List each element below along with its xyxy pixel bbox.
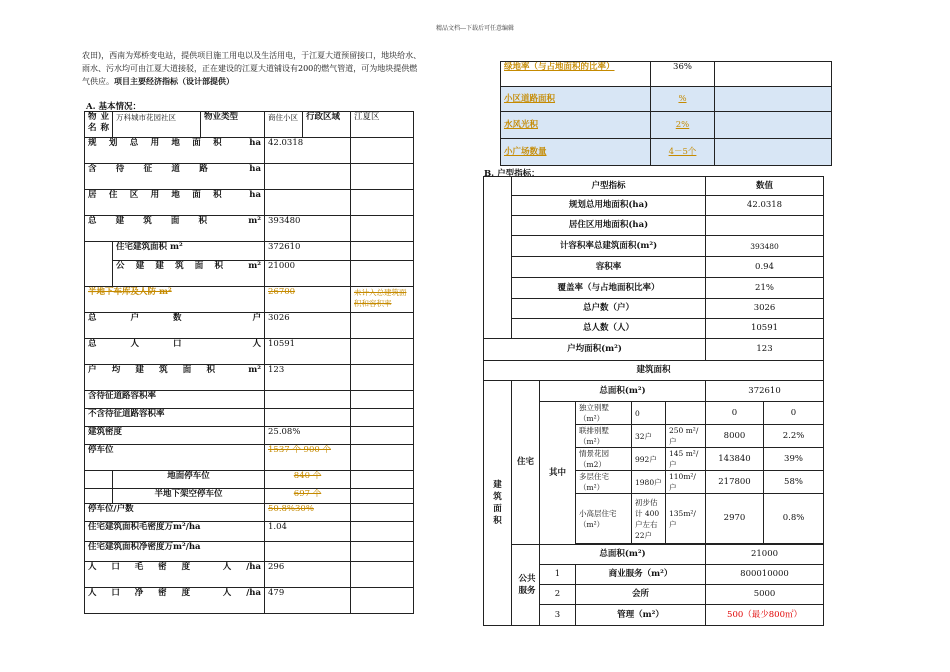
section-heading: 项目主要经济指标（设计部提供） (114, 76, 234, 86)
res-pct: 0 (764, 402, 824, 425)
pub-index: 2 (540, 585, 576, 605)
col-header: 户型指标 (512, 177, 706, 196)
row-label: 人口净密度 人/ha (85, 588, 265, 614)
row-label: 计容积率总建筑面积(m²) (512, 236, 706, 257)
ratio-label: 小广场数量 (501, 139, 651, 166)
row-value: 10591 (265, 339, 351, 365)
unit-index-table (483, 176, 824, 626)
pub-value: 800010000 (706, 565, 824, 585)
build-area-label: 建筑面积 (484, 381, 512, 626)
row-label: 居住区用地面积 ha (85, 190, 265, 216)
res-sum: 8000 (706, 425, 764, 448)
row-label: 住宅建筑面积 m² (113, 242, 265, 261)
basic-info-table (84, 111, 414, 614)
row-label: 公建建筑面积 m² (113, 261, 265, 287)
row-value: 0.94 (706, 257, 824, 278)
intro-line-1: 农田)，西南为郑桥变电站，提供项目施工用电以及生活用电，于江夏大道预留接口，地块给水、 (82, 51, 422, 60)
residential-label: 住宅 (512, 381, 540, 545)
row-label: 总建筑面积 m² (85, 216, 265, 242)
res-type: 独立别墅（m²） (576, 402, 632, 425)
row-value: 42.0318 (706, 196, 824, 216)
res-type: 情景花园（m2） (576, 448, 632, 471)
row-value: 1537 个 900 个 (265, 445, 351, 471)
res-pct: 2.2% (764, 425, 824, 448)
res-avg: 250 m²/户 (666, 425, 706, 448)
pub-type: 管理（m²） (576, 605, 706, 626)
ratio-value: 2% (651, 112, 715, 139)
row-value: 372610 (265, 242, 351, 261)
row-label: 总人数（人） (512, 319, 706, 339)
res-pct: 0.8% (764, 494, 824, 544)
row-value: 393480 (265, 216, 351, 242)
row-value: 10591 (706, 319, 824, 339)
build-area-title: 建筑面积 (484, 361, 824, 381)
row-value: 26700 (265, 287, 351, 313)
res-count: 32户 (632, 425, 666, 448)
district-value: 江夏区 (351, 112, 414, 138)
pub-value: 500（最少800㎡） (706, 605, 824, 626)
row-label: 容积率 (512, 257, 706, 278)
row-value: 296 (265, 562, 351, 588)
public-service-label: 公共服务 (512, 545, 540, 626)
row-label: 居住区用地面积(ha) (512, 216, 706, 236)
row-label: 半地下架空停车位 (113, 489, 265, 504)
row-value: 1.04 (265, 522, 351, 542)
row-label: 总户数 户 (85, 313, 265, 339)
row-label: 地面停车位 (113, 471, 265, 489)
row-label: 总户数（户） (512, 299, 706, 319)
ratio-value: 36% (651, 62, 715, 87)
pub-type: 会所 (576, 585, 706, 605)
qizhong-label: 其中 (540, 402, 576, 545)
pub-total-value: 21000 (706, 545, 824, 565)
ratio-table (500, 61, 832, 166)
pub-type: 商业服务（m²） (576, 565, 706, 585)
row-value: 21000 (265, 261, 351, 287)
row-value: 479 (265, 588, 351, 614)
row-value: 123 (706, 339, 824, 361)
res-count: 0 (632, 402, 666, 425)
pub-total-label: 总面积(m²) (540, 545, 706, 565)
section-b-title: B. 户型指标： (484, 169, 540, 179)
res-total-value: 372610 (706, 381, 824, 402)
res-avg: 135m²/户 (666, 494, 706, 544)
property-type-label: 物业类型 (201, 112, 265, 138)
res-type: 多层住宅（m²） (576, 471, 632, 494)
section-a-title: A. 基本情况： (86, 102, 142, 112)
ratio-label: 水风光积 (501, 112, 651, 139)
res-type: 小高层住宅（m²） (576, 494, 632, 544)
pub-index: 1 (540, 565, 576, 585)
row-label: 规划总用地面积(ha) (512, 196, 706, 216)
res-count: 992户 (632, 448, 666, 471)
row-label: 户均面积(m²) (484, 339, 706, 361)
row-label: 半地下车库及人防 m² (85, 287, 265, 313)
row-label: 不含待征道路容积率 (85, 409, 265, 427)
res-type: 联排别墅（m²） (576, 425, 632, 448)
pub-index: 3 (540, 605, 576, 626)
res-pct: 39% (764, 448, 824, 471)
row-value: 50.8%30% (265, 504, 351, 522)
intro-line-3: 气供应。 (82, 77, 114, 86)
ratio-value: % (651, 87, 715, 112)
property-name-value: 万科城市花园社区 (113, 112, 201, 138)
row-value: 3026 (706, 299, 824, 319)
ratio-label: 小区道路面积 (501, 87, 651, 112)
row-note: 未计入总建筑面积和容积率 (351, 287, 414, 313)
row-value: 3026 (265, 313, 351, 339)
row-label: 停车位/户数 (85, 504, 265, 522)
ratio-label: 绿地率（与占地面积的比率） (501, 62, 651, 87)
res-sum: 0 (706, 402, 764, 425)
row-label: 人口毛密度 人/ha (85, 562, 265, 588)
intro-paragraph (82, 50, 472, 89)
ratio-value: 4－5个 (651, 139, 715, 166)
property-name-label: 物业名称 (85, 112, 113, 138)
row-label: 户均建筑面积 m² (85, 365, 265, 391)
row-value: 393480 (706, 236, 824, 257)
res-avg: 145 m²/户 (666, 448, 706, 471)
row-label: 住宅建筑面积净密度万m²/ha (85, 542, 265, 562)
res-total-label: 总面积(m²) (540, 381, 706, 402)
row-value: 840 个 (265, 471, 351, 489)
row-label: 含待征道路容积率 (85, 391, 265, 409)
pub-value: 5000 (706, 585, 824, 605)
res-avg (666, 402, 706, 425)
district-label: 行政区域 (303, 112, 351, 138)
row-label: 建筑密度 (85, 427, 265, 445)
res-count: 1980户 (632, 471, 666, 494)
row-label: 住宅建筑面积毛密度万m²/ha (85, 522, 265, 542)
res-sum: 143840 (706, 448, 764, 471)
row-value: 697 个 (265, 489, 351, 504)
property-type-value: 商住小区 (265, 112, 303, 138)
res-avg: 110m²/户 (666, 471, 706, 494)
row-value: 25.08% (265, 427, 351, 445)
col-header: 数值 (706, 177, 824, 196)
intro-line-2: 雨水、污水均可由江夏大道接驳，正在建设的江夏大道铺设有200的燃气管道，可为地块提供燃 (82, 63, 418, 73)
res-count: 初步估计 400户左右 22户 (632, 494, 666, 544)
res-sum: 2970 (706, 494, 764, 544)
row-value: 21% (706, 278, 824, 299)
row-value: 42.0318 (265, 138, 351, 164)
row-label: 含待征道路 ha (85, 164, 265, 190)
row-label: 规划总用地面积 ha (85, 138, 265, 164)
res-pct: 58% (764, 471, 824, 494)
page-header: 精品文档---下载后可任意编辑 (435, 25, 515, 32)
row-label: 总人口 人 (85, 339, 265, 365)
row-label: 停车位 (85, 445, 265, 471)
row-label: 覆盖率（与占地面积比率） (512, 278, 706, 299)
row-value: 123 (265, 365, 351, 391)
res-sum: 217800 (706, 471, 764, 494)
